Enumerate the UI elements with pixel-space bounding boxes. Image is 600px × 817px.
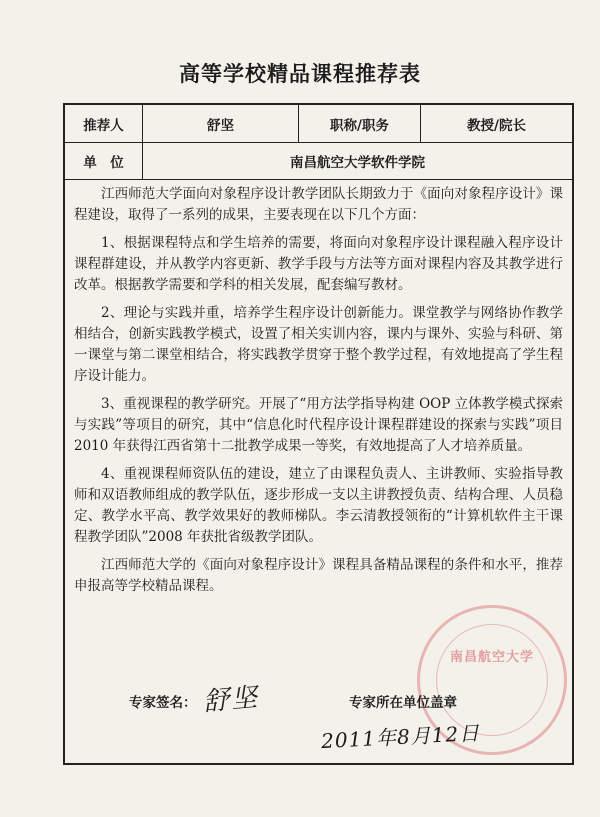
paragraph-conclusion: 江西师范大学的《面向对象程序设计》课程具备精品课程的条件和水平，推荐申报高等学校精品课程。 xyxy=(74,557,563,594)
paragraph-point-2: 2、理论与实践并重，培养学生程序设计创新能力。课堂教学与网络协作教学相结合，创新实践教学模式，设置了相关实训内容，课内与课外、实验与科研、第一课堂与第二课堂相结合，将实践教学贯穿于整个教学过程，有效地提高了学生程序设计能力。 xyxy=(74,305,563,384)
document-title: 高等学校精品课程推荐表 xyxy=(179,61,421,86)
recommender-label: 推荐人 xyxy=(65,105,143,142)
signature-area xyxy=(65,650,572,765)
unit-label: 单 位 xyxy=(65,143,143,179)
paragraph-point-4: 4、重视课程师资队伍的建设，建立了由课程负责人、主讲教师、实验指导教师和双语教师组成的教学队伍，逐步形成一支以主讲教授负责、结构合理、人员稳定、教学水平高、教学效果好的教师梯队。李云清教授领衔的“计算机软件主干课程教学团队”2008 年获批省级教学团队。 xyxy=(74,466,563,545)
paragraph-point-1: 1、根据课程特点和学生培养的需要，将面向对象程序设计课程融入程序设计课程群建设，并从教学内容更新、教学手段与方法等方面对课程内容及其教学进行改革。根据教学需要和学科的相关发展，配套编写教材。 xyxy=(74,235,563,293)
seal-text: 南昌航空大学 xyxy=(449,650,534,665)
handwritten-signature: 舒坚 xyxy=(202,682,261,718)
handwritten-date: 2011年8月12日 xyxy=(320,720,481,754)
unit-row xyxy=(65,143,572,180)
expert-signature-label: 专家签名： xyxy=(129,695,197,711)
position-value: 教授/院长 xyxy=(467,117,526,134)
recommender-row xyxy=(65,105,572,143)
seal-label: 专家所在单位盖章 xyxy=(349,695,457,711)
unit-value: 南昌航空大学软件学院 xyxy=(290,155,425,171)
recommender-name: 舒坚 xyxy=(143,105,299,142)
recommendation-form-table xyxy=(63,103,574,765)
paragraph-point-3: 3、重视课程的教学研究。开展了“用方法学指导构建 OOP 立体教学模式探索与实践”等项目的研究，其中“信息化时代程序设计课程群建设的探索与实践”项目 2010 年获得江西省第十二批教学成果一等奖，有效地提高了人才培养质量。 xyxy=(74,396,563,454)
position-label: 职称/职务 xyxy=(299,105,421,142)
paragraph-intro: 江西师范大学面向对象程序设计教学团队长期致力于《面向对象程序设计》课程建设，取得了一系列的成果，主要表现在以下几个方面： xyxy=(74,186,563,223)
